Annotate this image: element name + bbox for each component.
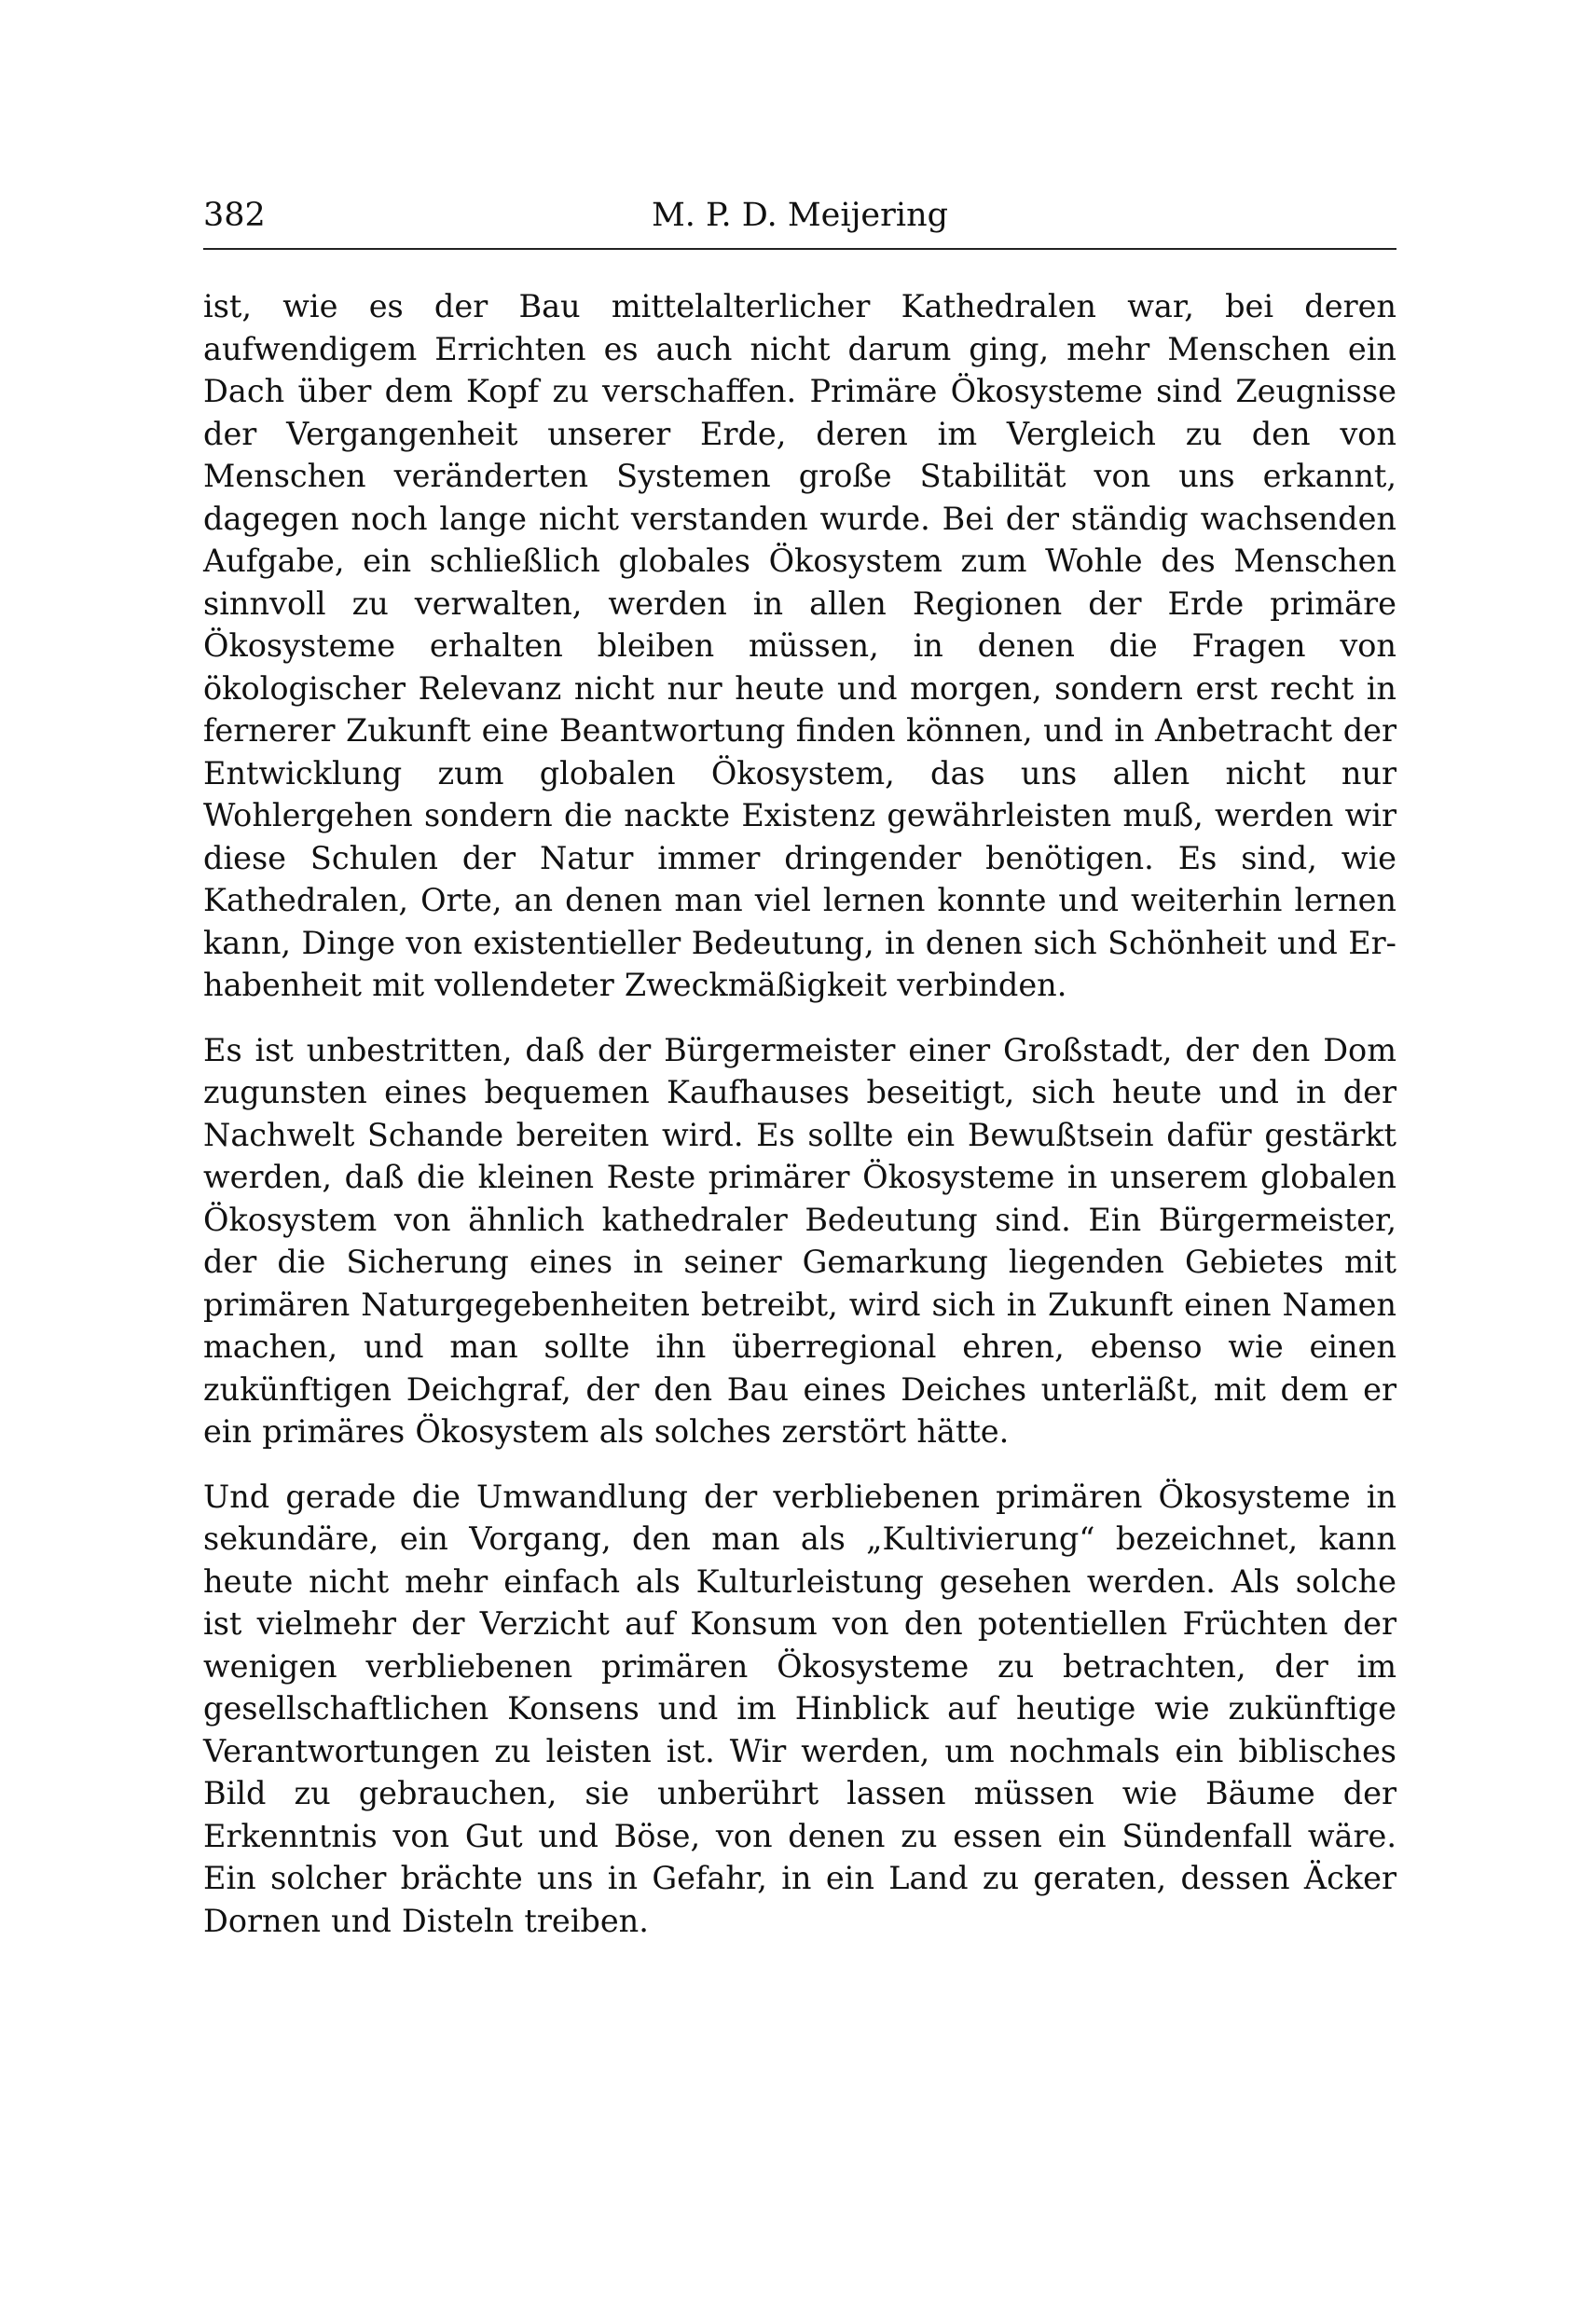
running-head bbox=[203, 192, 1396, 239]
body-text bbox=[203, 285, 1396, 1942]
running-head-author: M. P. D. Meijering bbox=[651, 197, 949, 234]
paragraph-1: ist, wie es der Bau mittelalterlicher Kathedralen war, bei deren aufwendigem Errichten es auch nicht darum ging, mehr Menschen ein Dach über dem Kopf zu verschaffen. Primäre Ökosysteme sind Zeugnisse der Vergangenheit unserer Erde, deren im Vergleich zu den von Menschen veränderten Systemen große Stabilität von uns erkannt, dagegen noch lange nicht verstanden wurde. Bei der ständig wachsenden Aufgabe, ein schließlich globales Ökosystem zum Wohle des Menschen sinnvoll zu verwalten, werden in allen Regionen der Erde primäre Ökosysteme erhalten bleiben müssen, in denen die Fragen von ökologischer Relevanz nicht nur heute und morgen, sondern erst recht in fernerer Zukunft eine Beantwortung finden können, und in Anbetracht der Entwicklung zum globalen Ökosystem, das uns allen nicht nur Wohlergehen sondern die nackte Existenz gewährleisten muß, werden wir diese Schulen der Natur immer dringender benötigen. Es sind, wie Kathedralen, Orte, an denen man viel lernen konnte und weiterhin lernen kann, Dinge von existentieller Bedeutung, in denen sich Schönheit und Erhabenheit mit vollendeter Zweckmäßigkeit verbinden. bbox=[203, 288, 1396, 1003]
paragraph-3: Und gerade die Umwandlung der verbliebenen primären Ökosysteme in sekundäre, ein Vorgang, den man als „Kultivierung“ bezeichnet, kann heute nicht mehr einfach als Kulturleistung gesehen werden. Als solche ist vielmehr der Verzicht auf Konsum von den potentiellen Früchten der wenigen verbliebenen primären Ökosysteme zu betrachten, der im gesellschaftlichen Konsens und im Hinblick auf heutige wie zukünftige Verantwortungen zu leisten ist. Wir werden, um nochmals ein biblisches Bild zu gebrauchen, sie unberührt lassen müssen wie Bäume der Erkenntnis von Gut und Böse, von denen zu essen ein Sündenfall wäre. Ein solcher brächte uns in Gefahr, in ein Land zu geraten, dessen Äcker Dornen und Disteln treiben. bbox=[203, 1478, 1396, 1939]
paragraph-2: Es ist unbestritten, daß der Bürgermeister einer Großstadt, der den Dom zugunsten eines bequemen Kaufhauses beseitigt, sich heute und in der Nachwelt Schande bereiten wird. Es sollte ein Bewußtsein dafür gestärkt werden, daß die kleinen Reste primärer Ökosysteme in unserem globalen Ökosystem von ähnlich kathedraler Bedeutung sind. Ein Bürgermeister, der die Sicherung eines in seiner Gemarkung liegenden Gebietes mit primären Naturgegebenheiten betreibt, wird sich in Zukunft einen Namen machen, und man sollte ihn überregional ehren, ebenso wie einen zukünftigen Deichgraf, der den Bau eines Deiches unterläßt, mit dem er ein primäres Ökosystem als solches zerstört hätte. bbox=[203, 1031, 1396, 1450]
page-number: 382 bbox=[203, 197, 266, 234]
header-rule bbox=[203, 248, 1396, 250]
